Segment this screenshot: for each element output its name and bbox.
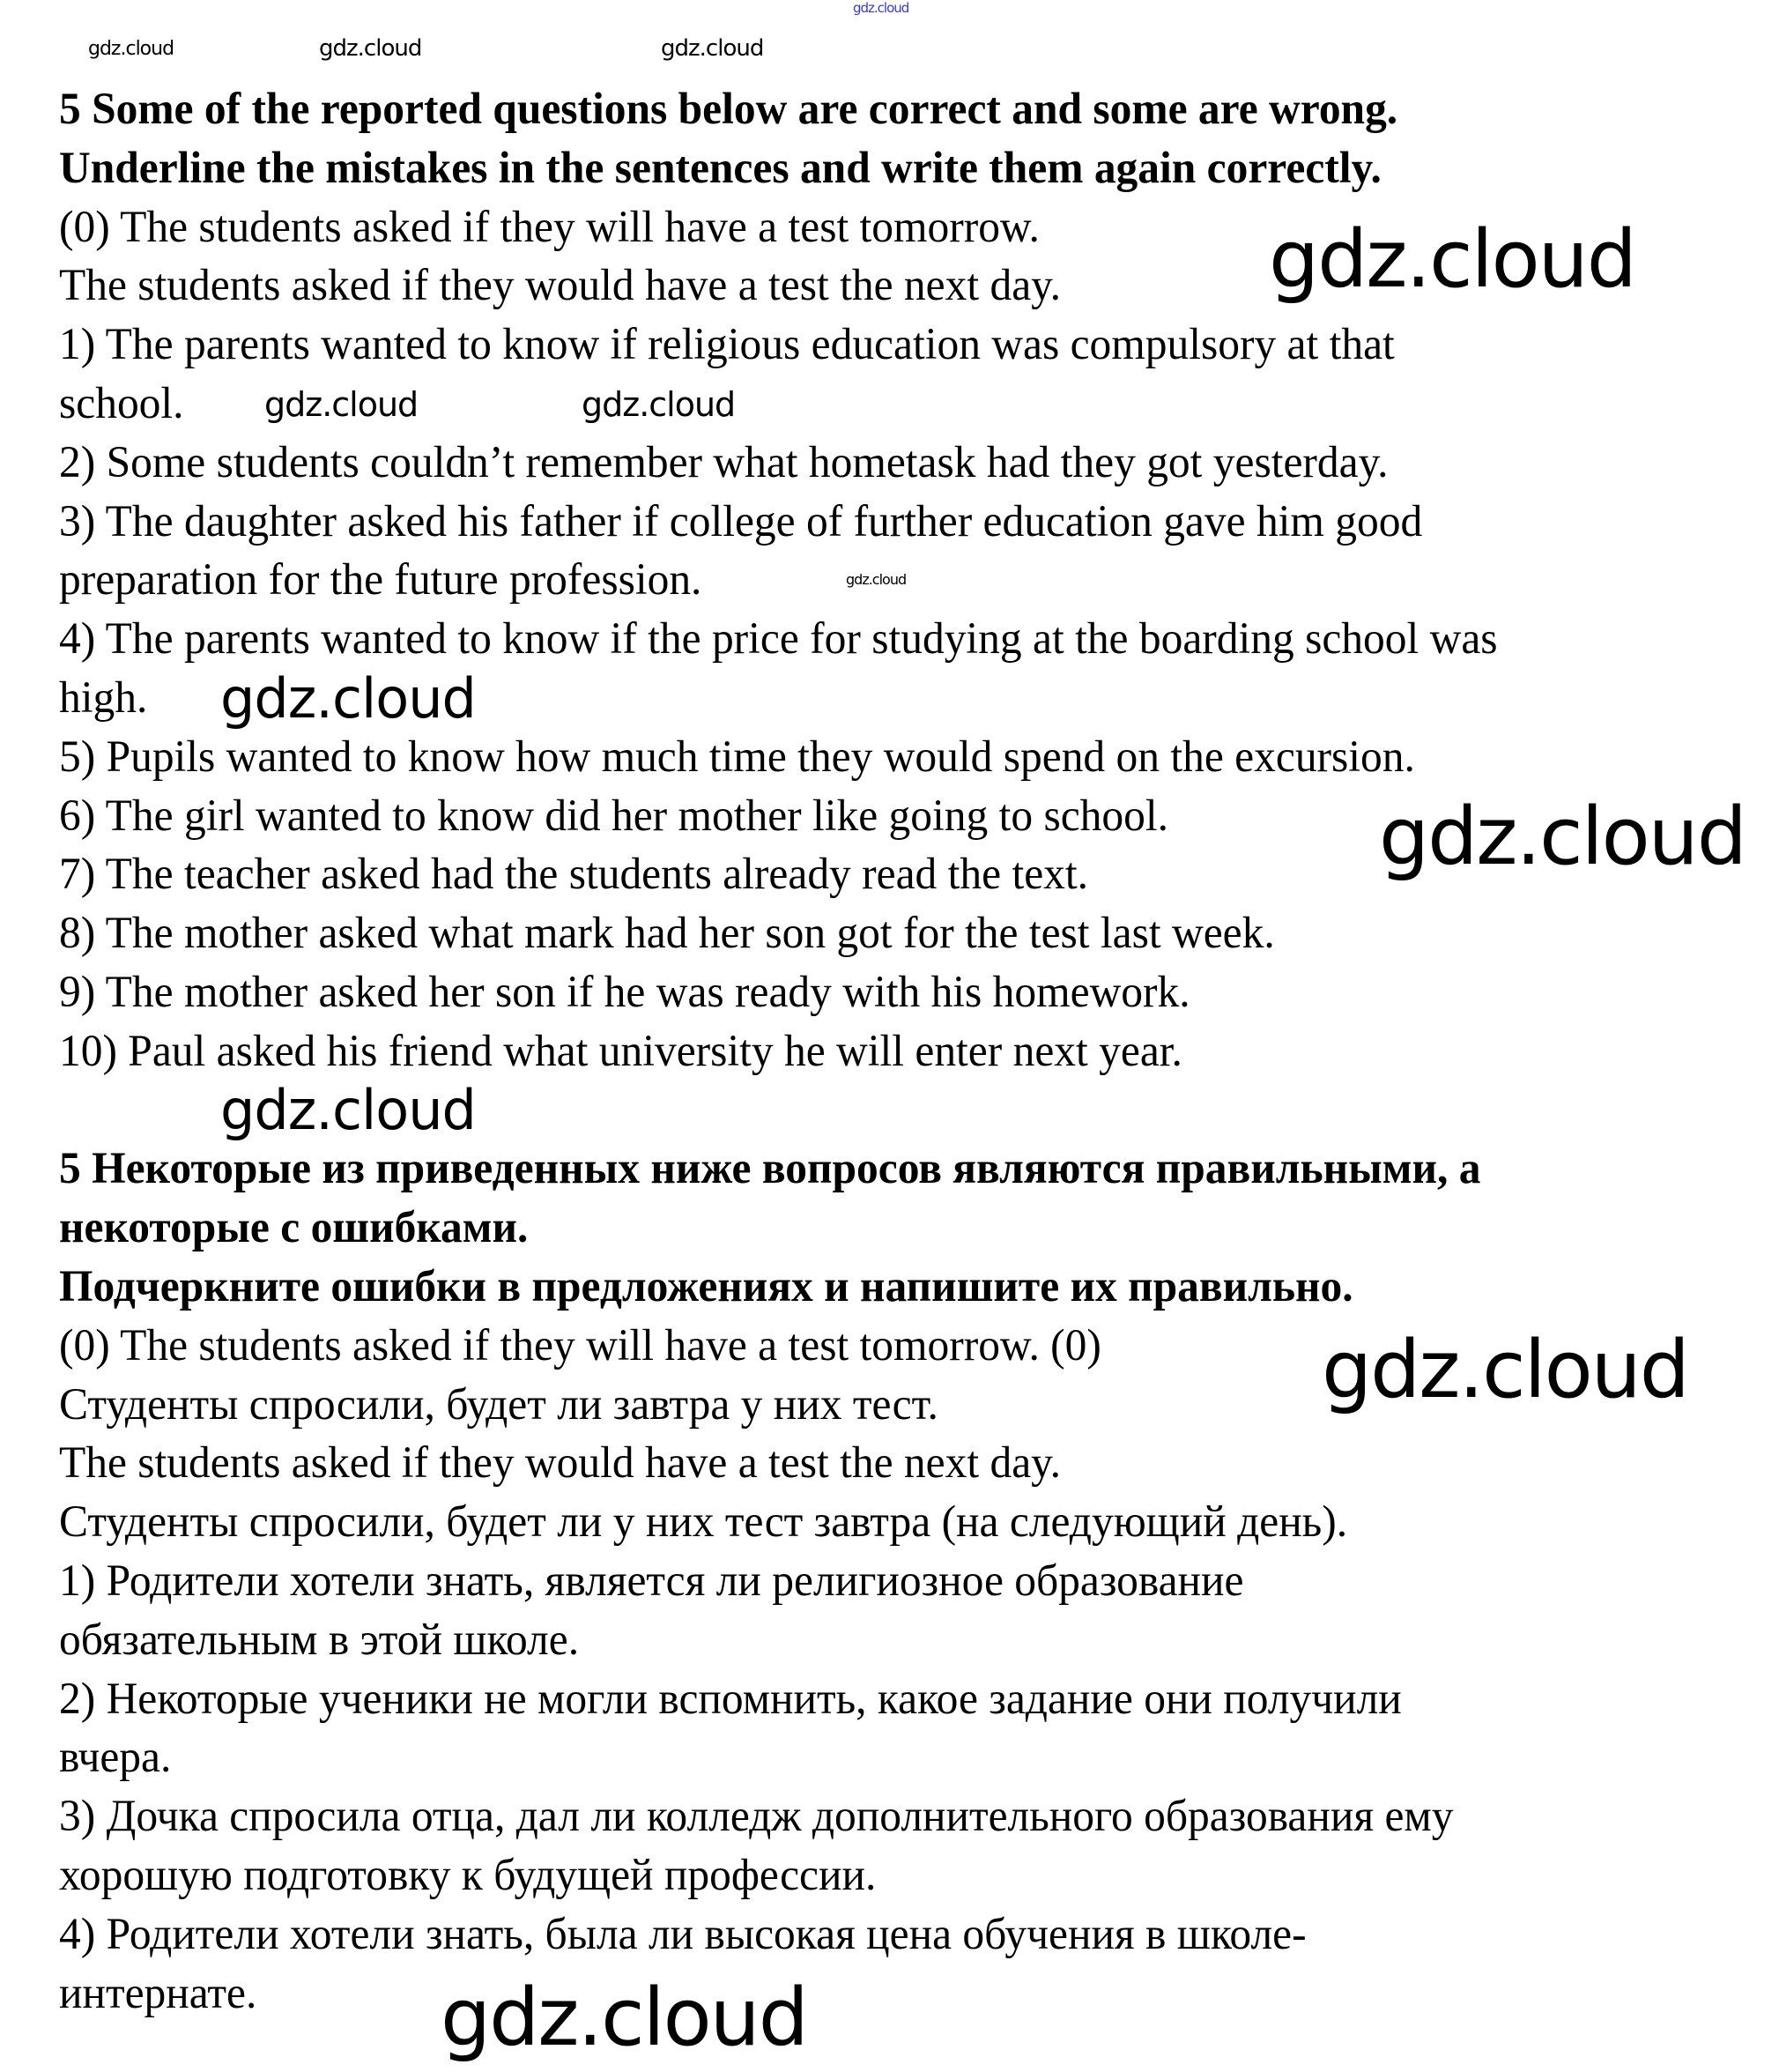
translation-line: 2) Некоторые ученики не могли вспомнить, какое задание они получили xyxy=(59,1674,1402,1724)
watermark: gdz.cloud xyxy=(220,666,476,731)
exercise-heading-ru: некоторые с ошибками. xyxy=(59,1203,529,1253)
translation-line: 1) Родители хотели знать, является ли религиозное образование xyxy=(59,1556,1244,1606)
watermark: gdz.cloud xyxy=(661,35,764,62)
translation-line: 4) Родители хотели знать, была ли высокая цена обучения в школе- xyxy=(59,1909,1307,1959)
exercise-line: 2) Some students couldn’t remember what hometask had they got yesterday. xyxy=(59,437,1389,487)
watermark: gdz.cloud xyxy=(220,1078,476,1142)
translation-line: 3) Дочка спросила отца, дал ли колледж дополнительного образования ему xyxy=(59,1792,1454,1842)
exercise-heading-ru: 5 Некоторые из приведенных ниже вопросов являются правильными, а xyxy=(59,1144,1481,1194)
watermark: gdz.cloud xyxy=(1269,213,1635,306)
exercise-line: 3) The daughter asked his father if college of further education gave him good xyxy=(59,496,1423,546)
exercise-line: 5) Pupils wanted to know how much time they would spend on the excursion. xyxy=(59,732,1415,782)
watermark: gdz.cloud xyxy=(441,1972,807,2064)
watermark: gdz.cloud xyxy=(582,385,736,424)
exercise-line: 6) The girl wanted to know did her mother like going to school. xyxy=(59,791,1168,841)
translation-line: хорошую подготовку к будущей профессии. xyxy=(59,1850,877,1900)
exercise-line: (0) The students asked if they will have a test tomorrow. xyxy=(59,202,1040,252)
watermark: gdz.cloud xyxy=(1322,1324,1688,1416)
exercise-line: 8) The mother asked what mark had her son got for the test last week. xyxy=(59,909,1275,959)
exercise-heading-ru: Подчеркните ошибки в предложениях и напишите их правильно. xyxy=(59,1261,1353,1311)
translation-line: вчера. xyxy=(59,1733,172,1783)
exercise-line: high. xyxy=(59,672,148,723)
exercise-line: school. xyxy=(59,378,184,428)
watermark: gdz.cloud xyxy=(319,35,422,62)
watermark: gdz.cloud xyxy=(264,385,419,424)
watermark: gdz.cloud xyxy=(853,0,909,16)
translation-line: (0) The students asked if they will have a test tomorrow. (0) xyxy=(59,1320,1101,1370)
document-page xyxy=(59,80,1779,2023)
watermark: gdz.cloud xyxy=(88,38,174,60)
translation-line: The students asked if they would have a test the next day. xyxy=(59,1438,1062,1489)
watermark: gdz.cloud xyxy=(1379,791,1746,883)
exercise-line: 7) The teacher asked had the students already read the text. xyxy=(59,850,1089,900)
exercise-line: The students asked if they would have a test the next day. xyxy=(59,261,1062,311)
translation-line: Студенты спросили, будет ли завтра у них тест. xyxy=(59,1379,938,1430)
exercise-line: 4) The parents wanted to know if the price for studying at the boarding school was xyxy=(59,614,1498,665)
exercise-line: 9) The mother asked her son if he was ready with his homework. xyxy=(59,967,1190,1017)
translation-line: интернате. xyxy=(59,1968,257,2018)
exercise-line: 10) Paul asked his friend what university he will enter next year. xyxy=(59,1026,1182,1076)
exercise-heading-en: 5 Some of the reported questions below are correct and some are wrong. xyxy=(59,85,1398,134)
translation-line: обязательным в этой школе. xyxy=(59,1615,580,1665)
exercise-line: preparation for the future profession. xyxy=(59,555,702,605)
exercise-heading-en: Underline the mistakes in the sentences and write them again correctly. xyxy=(59,143,1382,193)
exercise-line: 1) The parents wanted to know if religious education was compulsory at that xyxy=(59,320,1395,370)
translation-line: Студенты спросили, будет ли у них тест завтра (на следующий день). xyxy=(59,1497,1348,1548)
watermark: gdz.cloud xyxy=(846,571,907,588)
